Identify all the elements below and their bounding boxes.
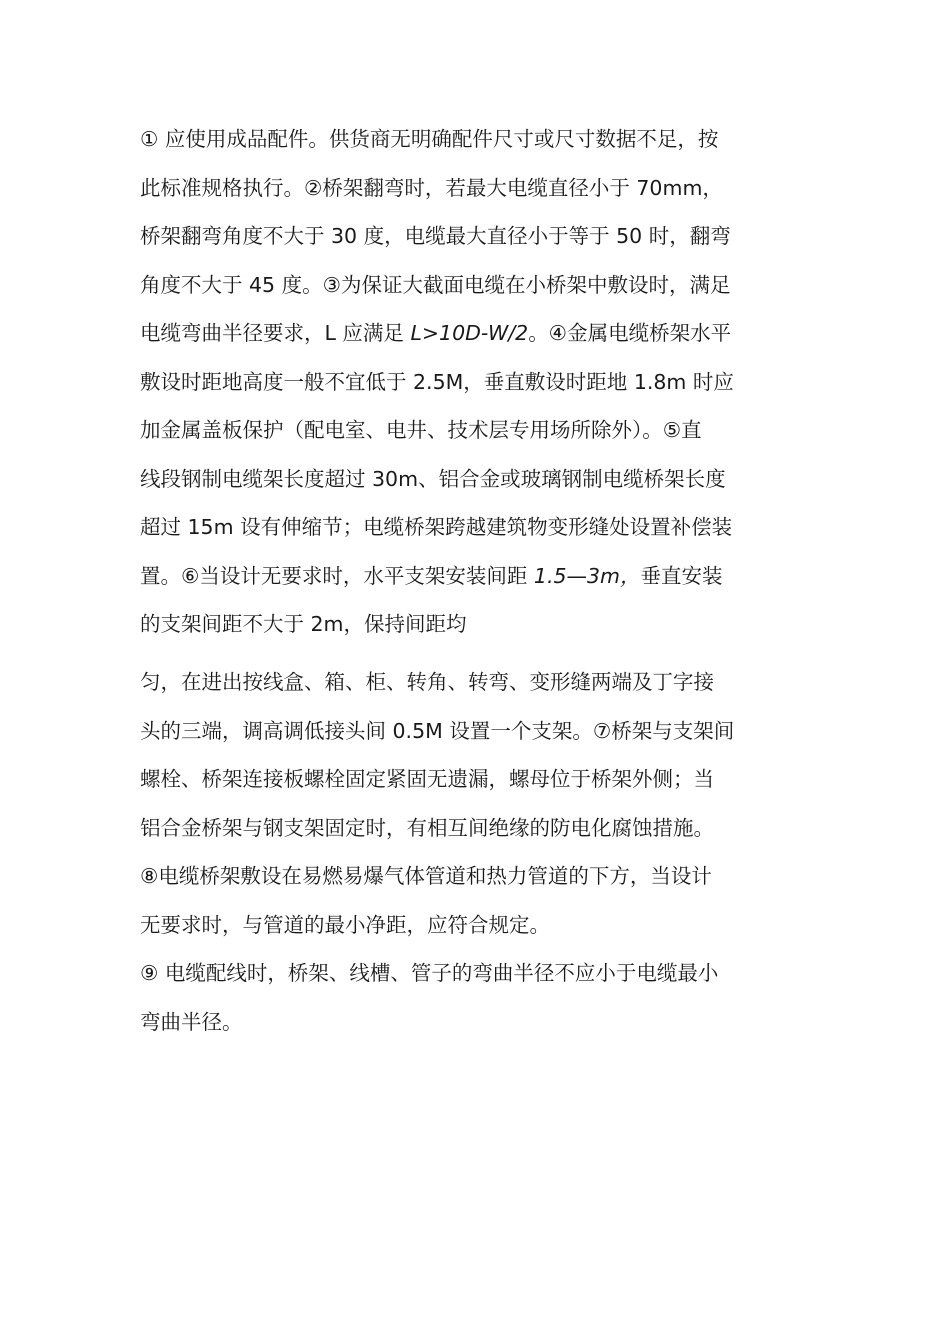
text-line	[140, 261, 820, 310]
text-run: 此标准规格执行。②桥架翻弯时，若最大电缆直径小于 70mm，	[140, 175, 723, 200]
text-line	[140, 212, 820, 261]
text-run: 电缆弯曲半径要求，L 应满足	[140, 321, 411, 345]
text-line: 头的三端，调高调低接头间 0.5M 设置一个支架。⑦桥架与支架间	[140, 718, 735, 743]
text-line: 弯曲半径。	[140, 1009, 243, 1034]
text-line: 无要求时，与管道的最小净距，应符合规定。	[140, 912, 550, 937]
text-run: 敷设时距地高度一般不宜低于 2.5M，垂直敷设时距地 1.8m 时应	[140, 369, 734, 394]
text-run: 角度不大于 45 度。③为保证大截面电缆在小桥架中敷设时，满足	[140, 272, 731, 297]
text-line: ⑧电缆桥架敷设在易燃易爆气体管道和热力管道的下方，当设计	[140, 864, 712, 888]
text-run: 置。⑥当设计无要求时，水平支架安装间距	[140, 563, 534, 588]
text-line	[140, 406, 820, 455]
text-line	[140, 358, 820, 407]
text-line	[140, 503, 820, 552]
text-line	[140, 600, 820, 649]
paragraph-1	[140, 115, 820, 649]
text-line	[140, 115, 820, 164]
text-line	[140, 309, 820, 358]
text-line: 螺栓、桥架连接板螺栓固定紧固无遗漏，螺母位于桥架外侧；当	[140, 767, 714, 791]
text-run: 线段钢制电缆架长度超过 30m、铝合金或玻璃钢制电缆桥架长度	[140, 466, 726, 491]
text-line: ⑨ 电缆配线时，桥架、线槽、管子的弯曲半径不应小于电缆最小	[140, 961, 719, 985]
paragraph-2	[140, 658, 820, 1046]
text-run: 的支架间距不大于 2m，保持间距均	[140, 612, 467, 636]
text-run: ① 应使用成品配件。供货商无明确配件尺寸或尺寸数据不足，按	[140, 127, 719, 151]
text-run: 垂直安装	[640, 563, 723, 588]
formula-italic: L>10D-W/2	[410, 321, 529, 345]
text-line	[140, 164, 820, 213]
text-run: 。④金属电缆桥架水平	[528, 321, 732, 345]
text-line	[140, 455, 820, 504]
text-line	[140, 552, 820, 601]
text-run: 加金属盖板保护（配电室、电井、技术层专用场所除外）。⑤直	[140, 418, 702, 442]
text-run: 桥架翻弯角度不大于 30 度，电缆最大直径小于等于 50 时，翻弯	[140, 224, 731, 248]
text-line: 匀，在进出按线盒、箱、柜、转角、转弯、变形缝两端及丁字接	[140, 670, 714, 694]
text-run: 超过 15m 设有伸缩节；电缆桥架跨越建筑物变形缝处设置补偿装	[140, 515, 733, 539]
text-line: 铝合金桥架与钢支架固定时，有相互间绝缘的防电化腐蚀措施。	[140, 815, 714, 840]
range-italic: 1.5—3m，	[533, 563, 641, 588]
